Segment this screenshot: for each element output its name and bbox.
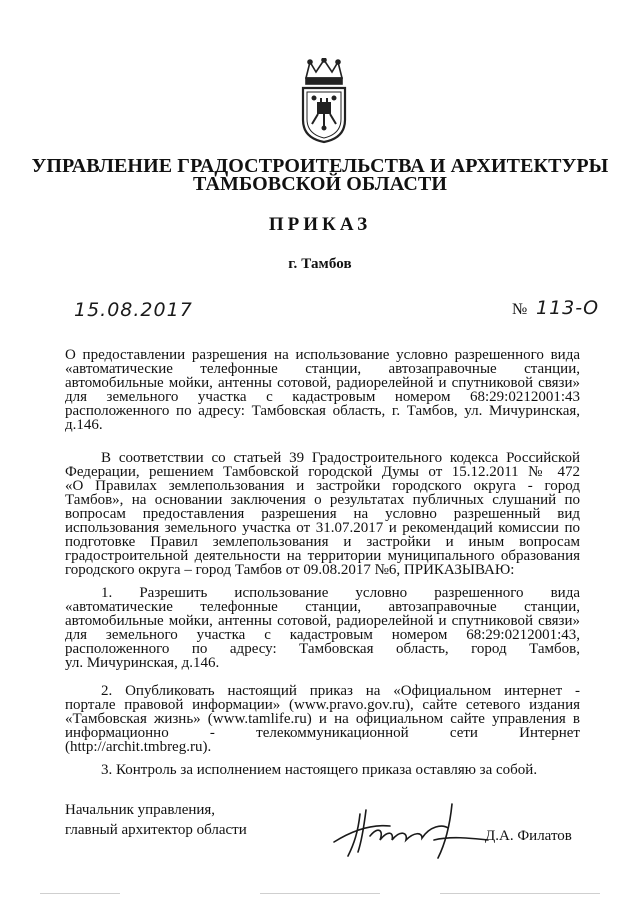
subject-line: О предоставлении разрешения на использование условно разрешенного вида xyxy=(65,347,580,363)
document-number: 113-О xyxy=(536,297,600,319)
item-line: автомобильные мойки, антенны сотовой, радиорелейной и спутниковой связи» xyxy=(65,613,580,629)
document-city: г. Тамбов xyxy=(288,256,352,272)
scan-artifact-line xyxy=(40,893,120,894)
item-line: портале правовой информации» (www.pravo.gov.ru), сайте сетевого издания xyxy=(65,697,580,713)
subject-line: для земельного участка с кадастровым номером 68:29:0212001:43 xyxy=(65,389,580,405)
organization-name-line2: ТАМБОВСКОЙ ОБЛАСТИ xyxy=(193,173,447,195)
signatory-position-line2: главный архитектор области xyxy=(65,822,247,838)
subject-line: «автоматические телефонные станции, автозаправочные станции, xyxy=(65,361,580,377)
item-line: «Тамбовская жизнь» (www.tamlife.ru) и на официальном сайте управления в xyxy=(65,711,580,727)
item-line: (http://archit.tmbreg.ru). xyxy=(65,739,212,755)
document-type: ПРИКАЗ xyxy=(268,214,372,235)
preamble-line: Федерации, решением Тамбовской городской Думы от 15.12.2011 № 472 xyxy=(65,464,580,480)
preamble-line: подготовке Правил землепользования и застройки и иным вопросам xyxy=(65,534,580,550)
signatory-position-line1: Начальник управления, xyxy=(65,802,216,818)
preamble-line: использования земельного участка от 31.07.2017 и рекомендаций комиссии по xyxy=(65,520,580,536)
item-line: для земельного участка с кадастровым номером 68:29:0212001:43, xyxy=(65,627,580,643)
subject-line: расположенного по адресу: Тамбовская область, г. Тамбов, ул. Мичуринская, xyxy=(65,403,580,419)
document-number-label: № xyxy=(512,301,528,318)
scan-artifact-line xyxy=(260,893,380,894)
subject-line: автомобильные мойки, антенны сотовой, радиорелейной и спутниковой связи» xyxy=(65,375,580,391)
document-date: 15.08.2017 xyxy=(74,299,193,321)
subject-line: д.146. xyxy=(65,417,103,433)
organization-name-line1: УПРАВЛЕНИЕ ГРАДОСТРОИТЕЛЬСТВА И АРХИТЕКТУРЫ xyxy=(31,155,609,177)
signatory-name: Д.А. Филатов xyxy=(485,828,572,844)
preamble-line: городского округа – город Тамбов от 09.08.2017 №6, ПРИКАЗЫВАЮ: xyxy=(65,562,515,578)
preamble-line: В соответствии со статьей 39 Градостроительного кодекса Российской xyxy=(101,450,580,466)
item-line: 2. Опубликовать настоящий приказ на «Официальном интернет - xyxy=(101,683,580,699)
preamble-line: вопросам предоставления разрешения на условно разрешенный вид xyxy=(65,506,580,522)
handwritten-signature-icon xyxy=(330,796,495,862)
item-line: 1. Разрешить использование условно разрешенного вида xyxy=(101,585,580,601)
preamble-line: «О Правилах землепользования и застройки городского округа - город xyxy=(65,478,580,494)
item-line: расположенного по адресу: Тамбовская область, город Тамбов, xyxy=(65,641,580,657)
scan-artifact-line xyxy=(440,893,600,894)
item-line: информационно - телекоммуникационной сети Интернет xyxy=(65,725,580,741)
order-item-3: 3. Контроль за исполнением настоящего приказа оставляю за собой. xyxy=(101,762,538,778)
preamble-line: Тамбов», на основании заключения о результатах публичных слушаний по xyxy=(65,492,580,508)
preamble-line: градостроительной деятельности на территории муниципального образования xyxy=(65,548,580,564)
item-line: ул. Мичуринская, д.146. xyxy=(65,655,220,671)
coat-of-arms-icon xyxy=(298,58,350,144)
item-line: «автоматические телефонные станции, автозаправочные станции, xyxy=(65,599,580,615)
